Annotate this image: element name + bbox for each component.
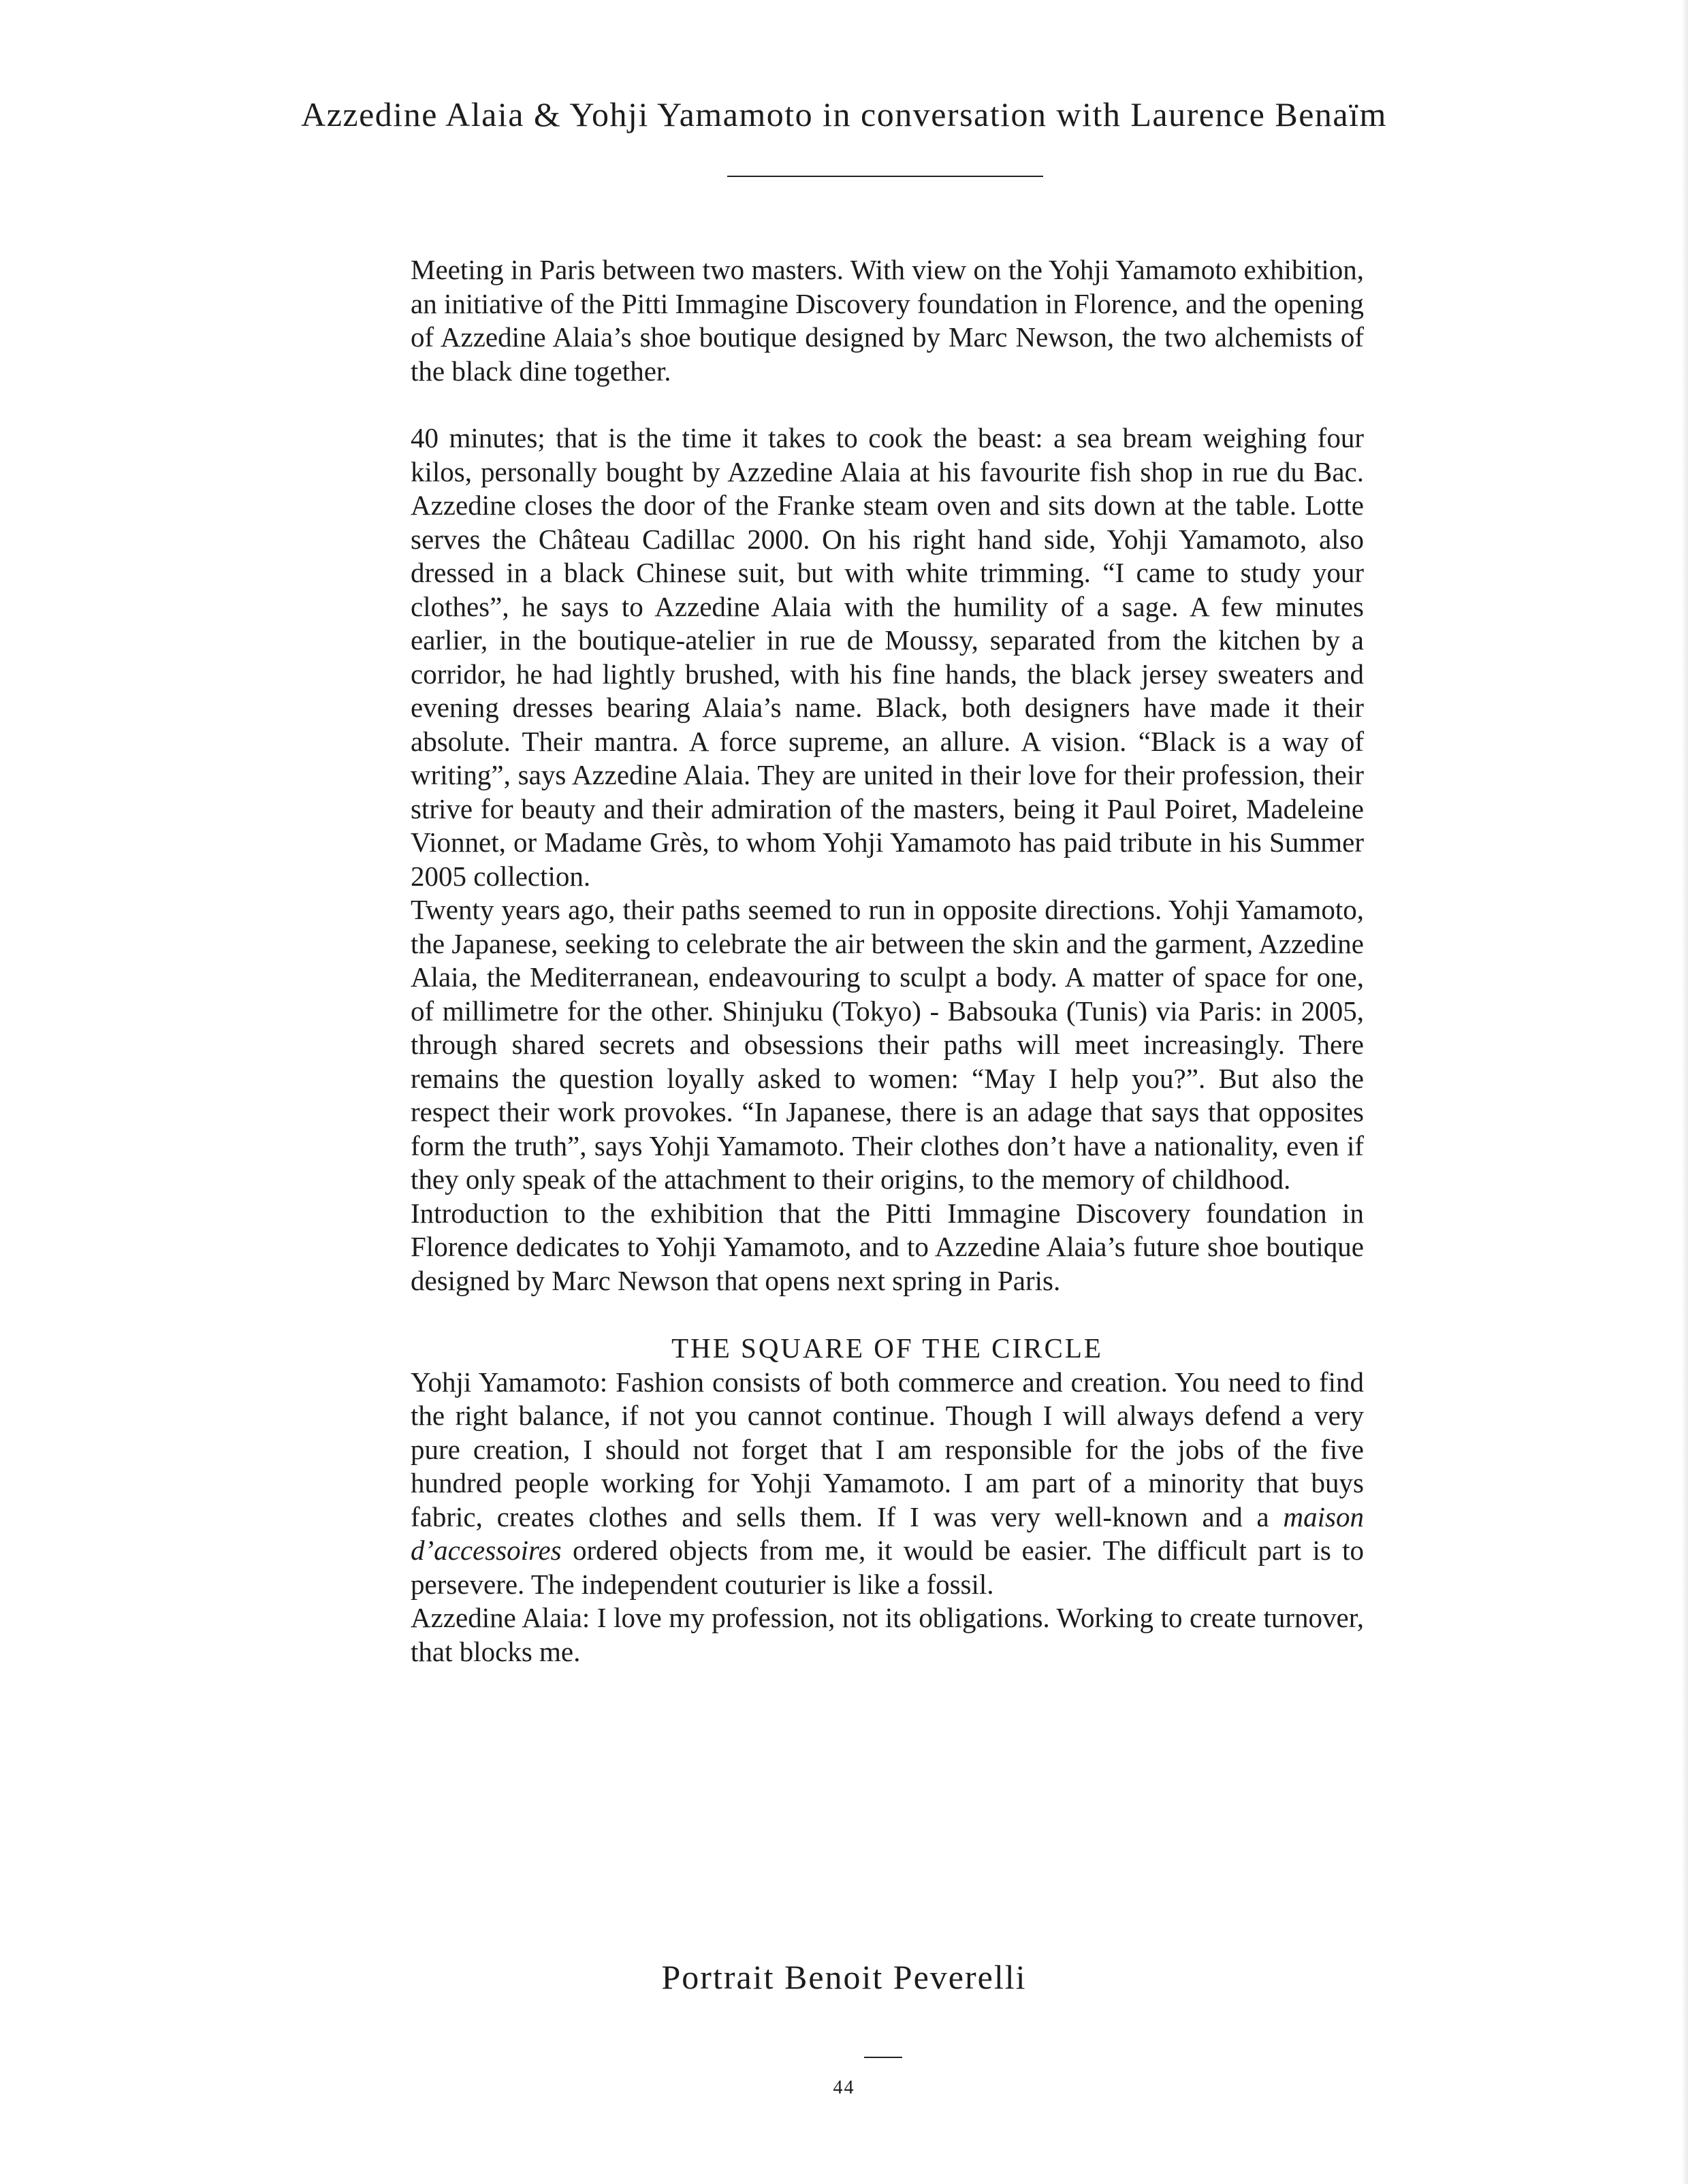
article-paragraph: Twenty years ago, their paths seemed to run in opposite directions. Yohji Yamamoto, the Japanese, seeking to celebrate the air between the skin and the garment, Azzedine Alaia, the Mediterranean, endeavouring to sculpt a body. A matter of space for one, of millimetre for the other. Shinjuku (Tokyo) - Babsouka (Tunis) via Paris: in 2005, through shared secrets and obsessions their paths will meet increasingly. There remains the question loyally asked to women: “May I help you?”. But also the respect their work provokes. “In Japanese, there is an adage that says that opposites form the truth”, says Yohji Yamamoto. Their clothes don’t have a nationality, even if they only speak of the attachment to their origins, to the memory of childhood. [411, 894, 1364, 1195]
footer-divider [864, 2057, 902, 2058]
photo-credit [0, 1957, 1688, 1997]
section-heading: THE SQUARE OF THE CIRCLE [671, 1332, 1103, 1364]
interview-answer-azzedine: Azzedine Alaia: I love my profession, not its obligations. Working to create turnover, that blocks me. [411, 1602, 1364, 1667]
article-paragraph: Introduction to the exhibition that the Pitti Immagine Discovery foundation in Florence dedicates to Yohji Yamamoto, and to Azzedine Alaia’s future shoe boutique designed by Marc Newson that opens next spring in Paris. [411, 1197, 1364, 1296]
page-number: 44 [833, 2077, 855, 2098]
title-divider [727, 176, 1043, 177]
interview-answer-yohji [411, 1366, 1364, 1602]
page-edge-shadow [1681, 0, 1688, 2184]
interview-text: Yohji Yamamoto: Fashion consists of both commerce and creation. You need to find the right balance, if not you cannot continue. Though I will always defend a very pure creation, I should not forget that I am responsible for the jobs of the five hundred people working for Yohji Yamamoto. I am part of a minority that buys fabric, creates clothes and sells them. If I was very well-known and a [411, 1366, 1364, 1532]
interview-text: ordered objects from me, it would be easier. The difficult part is to persevere. The independent couturier is like a fossil. [411, 1535, 1364, 1600]
italic-term: maison d’accessoires [411, 1500, 1364, 1566]
credit-name: Benoit Peverelli [784, 1958, 1027, 1996]
article-paragraph: 40 minutes; that is the time it takes to cook the beast: a sea bream weighing four kilos, personally bought by Azzedine Alaia at his favourite fish shop in rue du Bac. Azzedine closes the door of the Franke steam oven and sits down at the table. Lotte serves the Château Cadillac 2000. On his right hand side, Yohji Yamamoto, also dressed in a black Chinese suit, but with white trimming. “I came to study your clothes”, he says to Azzedine Alaia with the humility of a sage. A few minutes earlier, in the boutique-atelier in rue de Moussy, separated from the kitchen by a corridor, he had lightly brushed, with his fine hands, the black jersey sweaters and evening dresses bearing Alaia’s name. Black, both designers have made it their absolute. Their mantra. A force supreme, an allure. A vision. “Black is a way of writing”, says Azzedine Alaia. They are united in their love for their profession, their strive for beauty and their admiration of the masters, being it Paul Poiret, Madeleine Vionnet, or Madame Grès, to whom Yohji Yamamoto has paid tribute in his Summer 2005 collection. [411, 422, 1364, 892]
page-title: Azzedine Alaia & Yohji Yamamoto in conversation with Laurence Benaïm [301, 95, 1387, 133]
article-body [411, 253, 1364, 1669]
credit-role: Portrait [661, 1958, 775, 1996]
intro-paragraph: Meeting in Paris between two masters. With view on the Yohji Yamamoto exhibition, an initiative of the Pitti Immagine Discovery foundation in Florence, and the opening of Azzedine Alaia’s shoe boutique designed by Marc Newson, the two alchemists of the black dine together. [411, 254, 1364, 387]
